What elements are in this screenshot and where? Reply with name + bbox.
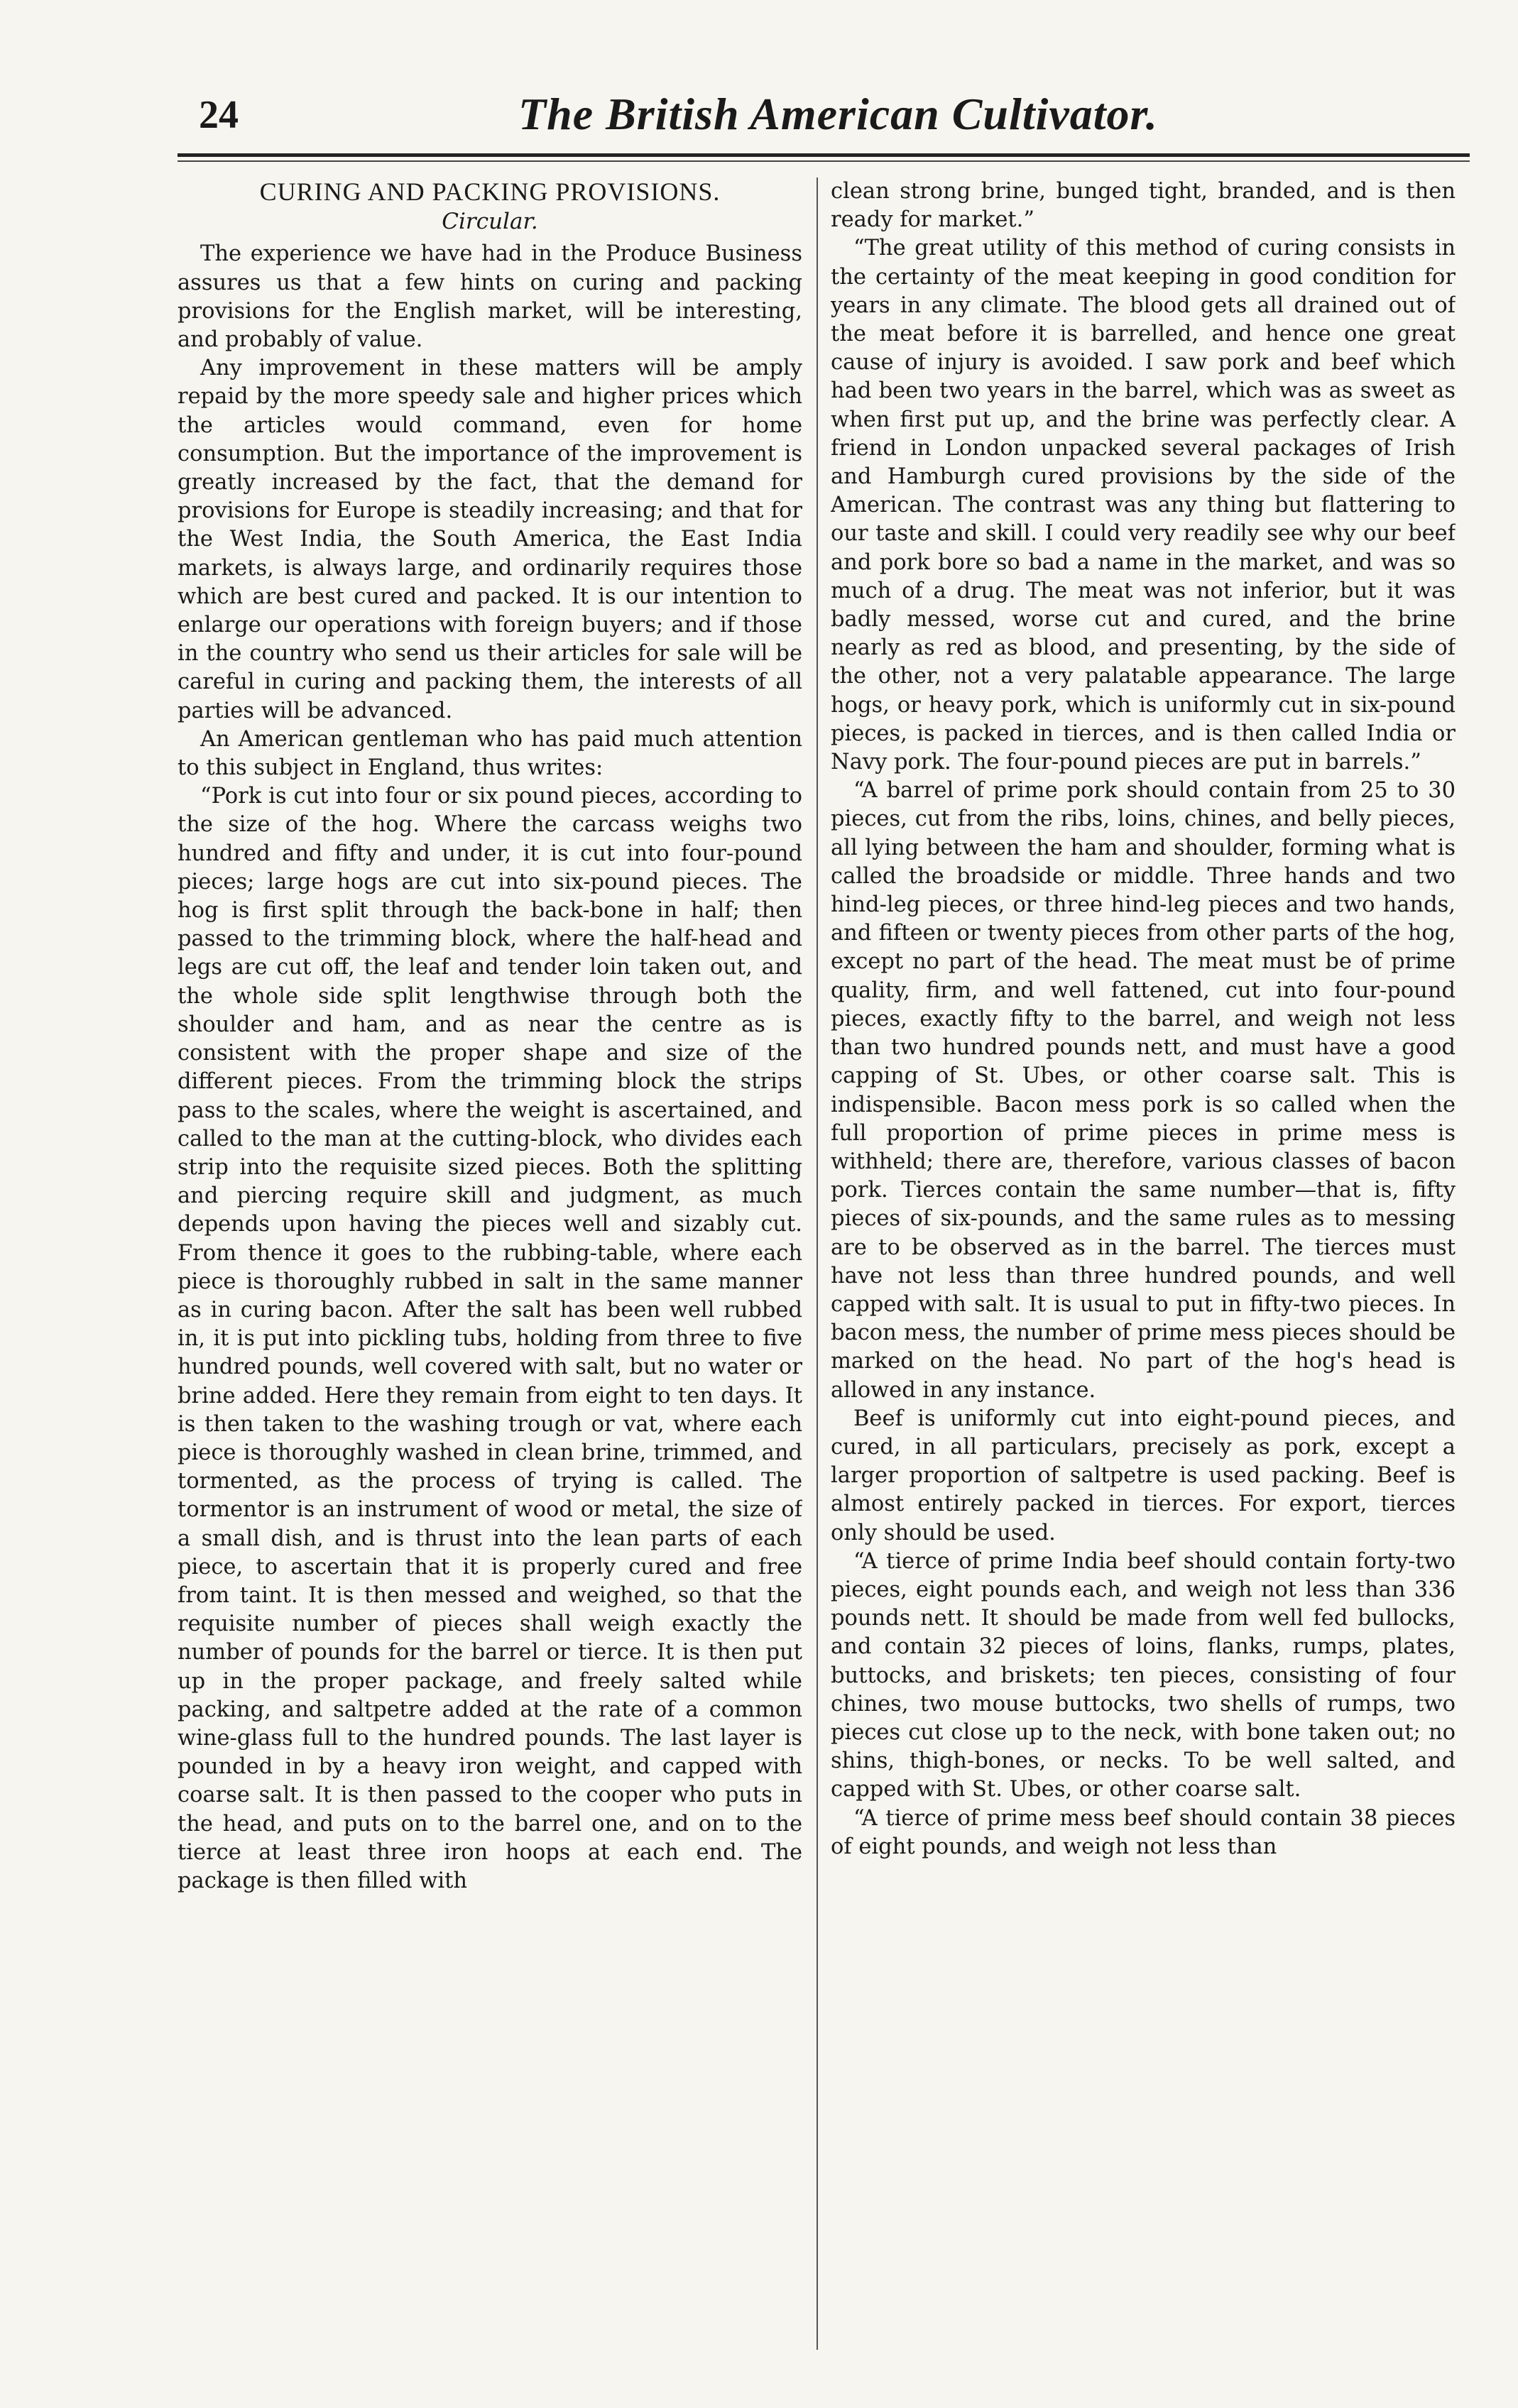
header-rule <box>178 153 1470 157</box>
article-title: CURING AND PACKING PROVISIONS. <box>259 177 721 206</box>
header-rule-thin <box>178 160 1470 162</box>
paragraph: Any improvement in these matters will be amply repaid by the more speedy sale and higher prices which the articles would command, even for home consumption. But the importance of the improvement is greatly increased by the fact, that the demand for provisions for Europe is steadily increasing; and that for the West India, the South America, the East India markets, is always large, and ordinarily requires those which are best cured and packed. It is our intention to enlarge our operations with foreign buyers; and if those in the country who send us their articles for sale will be careful in curing and packing them, the interests of all parties will be advanced. <box>178 356 802 723</box>
paragraph: “A tierce of prime mess beef should contain 38 pieces of eight pounds, and weigh not less than <box>831 1805 1456 1859</box>
page-number: 24 <box>199 93 239 137</box>
running-title: The British American Cultivator. <box>518 89 1158 139</box>
article-columns <box>178 177 1470 2350</box>
paragraph: “A barrel of prime pork should contain from 25 to 30 pieces, cut from the ribs, loins, chines, and belly pieces, all lying between the ham and shoulder, forming what is called the broadside or middle. Three hands and two hind-leg pieces, or three hind-leg pieces and two hands, and fifteen or twenty pieces from other parts of the hog, except no part of the head. The meat must be of prime quality, firm, and well fattened, cut into four-pound pieces, exactly fifty to the barrel, and weigh not less than two hundred pounds nett, and must have a good capping of St. Ubes, or other coarse salt. This is indispensible. Bacon mess pork is so called when the full proportion of prime pieces in prime mess is withheld; there are, therefore, various classes of bacon pork. Tierces contain the same number—that is, fifty pieces of six-pounds, and the same rules as to messing are to be observed as in the barrel. The tierces must have not less than three hundred pounds, and well capped with salt. It is usual to put in fifty-two pieces. In bacon mess, the number of prime mess pieces should be marked on the head. No part of the hog's head is allowed in any instance. <box>831 778 1456 1403</box>
paragraph: “The great utility of this method of curing consists in the certainty of the meat keeping in good condition for years in any climate. The blood gets all drained out of the meat before it is barrelled, and hence one great cause of injury is avoided. I saw pork and beef which had been two years in the barrel, which was as sweet as when first put up, and the brine was perfectly clear. A friend in London unpacked several packages of Irish and Hamburgh cured provisions by the side of the American. The contrast was any thing but flattering to our taste and skill. I could very readily see why our beef and pork bore so bad a name in the market, and was so much of a drug. The meat was not inferior, but it was badly messed, worse cut and cured, and the brine nearly as red as blood, and presenting, by the side of the other, not a very palatable appearance. The large hogs, or heavy pork, which is uniformly cut in six-pound pieces, is packed in tierces, and is then called India or Navy pork. The four-pound pieces are put in barrels.” <box>831 236 1456 775</box>
left-column <box>178 177 802 2350</box>
paragraph: “Pork is cut into four or six pound pieces, according to the size of the hog. Where the carcass weighs two hundred and fifty and under, it is cut into four-pound pieces; large hogs are cut into six-pound pieces. The hog is first split through the back-bone in half; then passed to the trimming block, where the half-head and legs are cut off, the leaf and tender loin taken out, and the whole side split lengthwise through both the shoulder and ham, and as near the centre as is consistent with the proper shape and size of the different pieces. From the trimming block the strips pass to the scales, where the weight is ascertained, and called to the man at the cutting-block, who divides each strip into the requisite sized pieces. Both the splitting and piercing require skill and judgment, as much depends upon having the pieces well and sizably cut. From thence it goes to the rubbing-table, where each piece is thoroughly rubbed in salt in the same manner as in curing bacon. After the salt has been well rubbed in, it is put into pickling tubs, holding from three to five hundred pounds, well covered with salt, but no water or brine added. Here they remain from eight to ten days. It is then taken to the washing trough or vat, where each piece is thoroughly washed in clean brine, trimmed, and tormented, as the process of trying is called. The tormentor is an instrument of wood or metal, the size of a small dish, and is thrust into the lean parts of each piece, to ascertain that it is properly cured and free from taint. It is then messed and weighed, so that the requisite number of pieces shall weigh exactly the number of pounds for the barrel or tierce. It is then put up in the proper package, and freely salted while packing, and saltpetre added at the rate of a common wine-glass full to the hundred pounds. The last layer is pounded in by a heavy iron weight, and capped with coarse salt. It is then passed to the cooper who puts in the head, and puts on to the barrel one, and on to the tierce at least three iron hoops at each end. The package is then filled with <box>178 784 802 1893</box>
newspaper-page <box>178 85 1470 2357</box>
right-column <box>831 177 1456 2350</box>
paragraph: Beef is uniformly cut into eight-pound pieces, and cured, in all particulars, precisely as pork, except a larger proportion of saltpetre is used packing. Beef is almost entirely packed in tierces. For export, tierces only should be used. <box>831 1406 1456 1545</box>
paragraph: The experience we have had in the Produce Business assures us that a few hints on curing and packing provisions for the English market, will be interesting, and probably of value. <box>178 241 802 353</box>
page-header <box>178 85 1470 163</box>
article-subtitle: Circular. <box>442 209 538 235</box>
paragraph: clean strong brine, bunged tight, branded, and is then ready for market.” <box>831 179 1456 233</box>
paragraph: “A tierce of prime India beef should contain forty-two pieces, eight pounds each, and weigh not less than 336 pounds nett. It should be made from well fed bullocks, and contain 32 pieces of loins, flanks, rumps, plates, buttocks, and briskets; ten pieces, consisting of four chines, two mouse buttocks, two shells of rumps, two pieces cut close up to the neck, with bone taken out; no shins, thigh-bones, or necks. To be well salted, and capped with St. Ubes, or other coarse salt. <box>831 1548 1456 1802</box>
paragraph: An American gentleman who has paid much attention to this subject in England, thus writes: <box>178 726 802 781</box>
column-divider <box>817 177 818 2350</box>
